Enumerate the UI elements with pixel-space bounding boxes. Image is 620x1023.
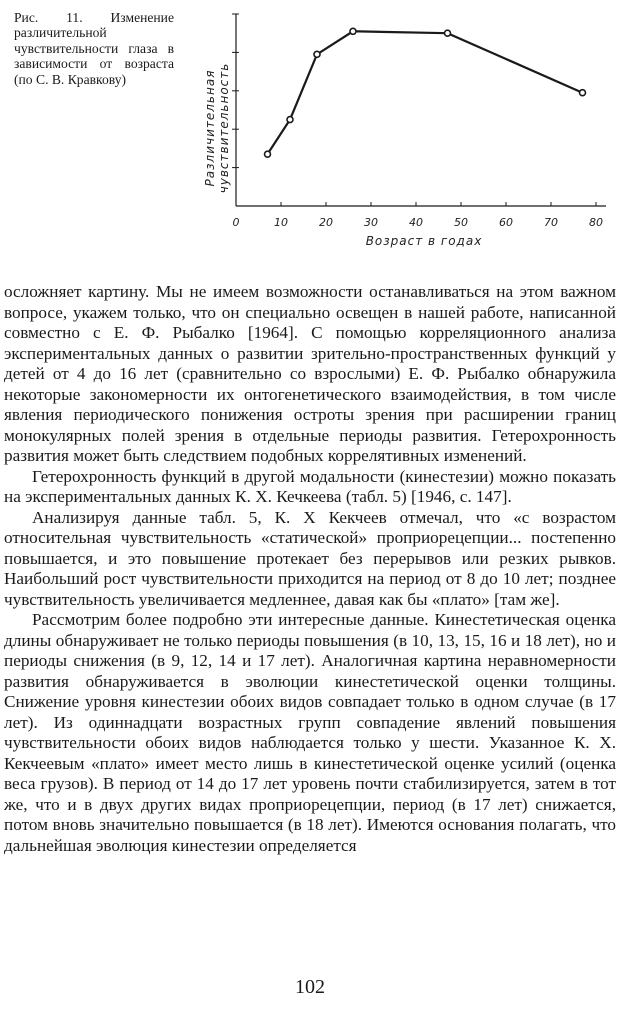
x-tick-label: 10 <box>274 216 288 229</box>
data-point <box>580 90 586 96</box>
y-axis-label-line: чувствительность <box>217 62 231 194</box>
x-tick-label: 40 <box>409 216 423 229</box>
x-axis-label: Возраст в годах <box>365 234 483 248</box>
data-point <box>314 51 320 57</box>
y-axis-label-line: Различительная <box>203 69 217 187</box>
data-point <box>265 151 271 157</box>
x-tick-label: 20 <box>319 216 333 229</box>
paragraph-4: Рассмотрим более подробно эти интересные данные. Кинестетическая оценка длины обнаруживает не только периоды повышения (в 10, 13, 15, 16 и 18 лет), но и периоды снижения (в 9, 12, 14 и 17 лет). Аналогичная картина неравномерности развития обнаруживается в эволюции кинестетической оценки толщины. Снижение уровня кинестезии обоих видов совпадает только в одном случае (в 17 лет). Из одиннадцати возрастных групп совпадение явлений повышения чувствительности обоих видов наблюдается только у шести. Указанное К. Х. Кекчеевым «плато» имеет место лишь в кинестетической оценке усилий (оценка веса грузов). В период от 14 до 17 лет уровень почти стабилизируется, затем в тот же, что и в двух других видах проприорецепции, период (в 17 лет) снижается, потом вновь значительно повышается (в 18 лет). Имеются основания полагать, что дальнейшая эволюция кинестезии определяется <box>4 610 616 855</box>
data-point <box>350 28 356 34</box>
x-tick-label: 0 <box>232 216 240 229</box>
data-point <box>287 117 293 123</box>
x-tick-label: 50 <box>454 216 468 229</box>
age-sensitivity-chart <box>176 0 616 270</box>
y-axis-label <box>203 63 231 194</box>
x-tick-label: 30 <box>364 216 378 229</box>
x-tick-label: 80 <box>589 216 603 229</box>
series-line <box>268 31 583 154</box>
paragraph-1: осложняет картину. Мы не имеем возможности останавливаться на этом важном вопросе, укажем только, что он специально освещен в нашей работе, написанной совместно с Е. Ф. Рыбалко [1964]. С помощью корреляционного анализа экспериментальных данных о развитии зрительно-пространственных функций у детей от 4 до 16 лет (сравнительно со взрослыми) Е. Ф. Рыбалко обнаружила некоторые закономерности их онтогенетического взаимодействия, в том числе явления периодического понижения остроты зрения при расширении границ монокулярных полей зрения в отдельные периоды развития. Гетерохронность развития может быть следствием подобных коррелятивных изменений. <box>4 282 616 465</box>
figure-caption-text: Изменение различительной чувствительности глаза в зависимости от возраста (по С. В. Кравкову) <box>14 10 174 87</box>
page-number: 102 <box>295 976 325 998</box>
data-point <box>445 30 451 36</box>
body-text <box>4 282 616 856</box>
figure-label: Рис. 11. <box>14 10 83 25</box>
x-tick-label: 70 <box>544 216 558 229</box>
paragraph-2: Гетерохронность функций в другой модальности (кинестезии) можно показать на экспериментальных данных К. Х. Кечкеева (табл. 5) [1946, с. 147]. <box>4 466 616 506</box>
figure-caption <box>14 10 174 87</box>
paragraph-3: Анализируя данные табл. 5, К. Х Кекчеев отмечал, что «с возрастом относительная чувствительность «статической» проприорецепции... постепенно повышается, и это повышение протекает без перерывов или резких рывков. Наибольший рост чувствительности приходится на период от 8 до 10 лет; позднее чувствительность увеличивается медленнее, давая как бы «плато» [там же]. <box>4 507 616 609</box>
x-tick-label: 60 <box>499 216 513 229</box>
